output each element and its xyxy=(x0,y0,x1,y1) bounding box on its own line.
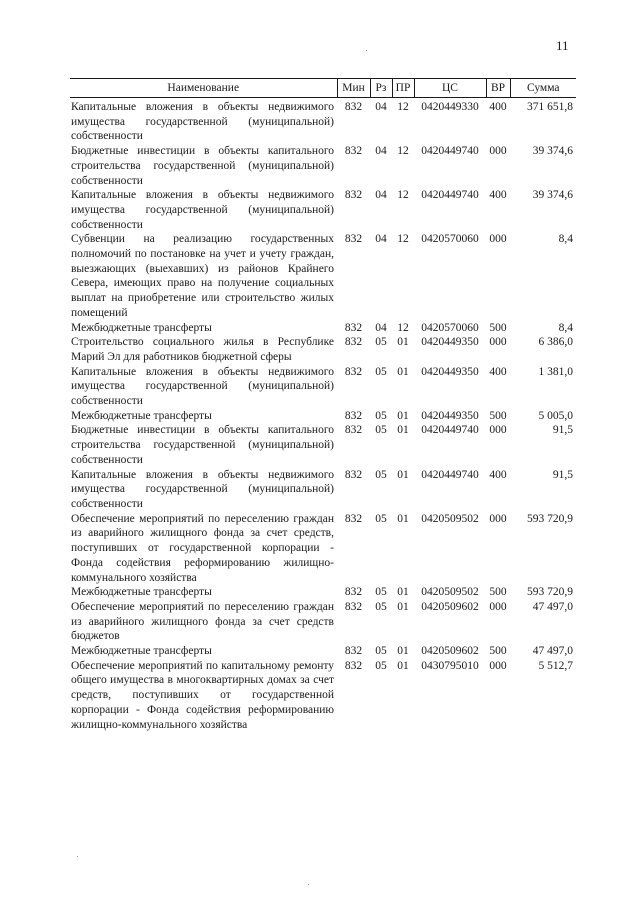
row-rz: 05 xyxy=(375,659,387,672)
row-name: Бюджетные инвестиции в объекты капитального строительства государственной (муниципальной) собственности xyxy=(71,145,334,187)
row-sum: 47 497,0 xyxy=(532,600,573,613)
row-sum: 593 720,9 xyxy=(527,586,573,599)
row-cs: 0420449740 xyxy=(421,189,479,202)
table-row xyxy=(70,144,576,188)
row-cs: 0420449740 xyxy=(421,468,479,481)
row-name: Капитальные вложения в объекты недвижимого имущества государственной (муниципальной) собственности xyxy=(71,101,334,143)
row-rz: 05 xyxy=(375,424,387,437)
row-sum: 91,5 xyxy=(552,424,573,437)
row-min: 832 xyxy=(344,424,363,437)
row-rz: 05 xyxy=(375,365,387,378)
row-name: Межбюджетные трансферты xyxy=(71,321,212,334)
row-rz: 04 xyxy=(375,145,387,158)
table-row xyxy=(70,188,576,232)
header-pr: ПР xyxy=(392,79,414,98)
row-pr: 12 xyxy=(397,145,409,158)
row-min: 832 xyxy=(344,468,363,481)
row-pr: 12 xyxy=(397,233,409,246)
row-rz: 05 xyxy=(375,586,387,599)
row-min: 832 xyxy=(344,512,363,525)
header-min: Мин xyxy=(337,79,370,98)
table-row xyxy=(70,335,576,364)
row-sum: 5 512,7 xyxy=(538,659,573,672)
table-row xyxy=(70,468,576,512)
row-rz: 05 xyxy=(375,336,387,349)
row-sum: 593 720,9 xyxy=(527,512,573,525)
table-row xyxy=(70,600,576,644)
table-row xyxy=(70,409,576,424)
scan-speck xyxy=(308,884,309,885)
scan-speck xyxy=(366,50,367,51)
row-pr: 01 xyxy=(397,600,409,613)
row-sum: 8,4 xyxy=(558,321,573,334)
row-pr: 12 xyxy=(397,101,409,113)
row-cs: 0420449740 xyxy=(421,145,479,158)
row-min: 832 xyxy=(344,233,363,246)
row-rz: 04 xyxy=(375,189,387,202)
row-name: Обеспечение мероприятий по переселению граждан из аварийного жилищного фонда за счет средств, поступивших от государственной корпорации - Фонда содействия реформированию жилищно-коммунального хозяйства xyxy=(71,512,334,584)
row-cs: 0420509502 xyxy=(421,512,479,525)
row-min: 832 xyxy=(344,600,363,613)
scan-speck xyxy=(77,856,78,857)
table-header-row xyxy=(70,79,576,98)
row-cs: 0420509602 xyxy=(421,600,479,613)
row-pr: 01 xyxy=(397,336,409,349)
row-cs: 0420449350 xyxy=(421,336,479,349)
row-rz: 04 xyxy=(375,101,387,113)
row-rz: 05 xyxy=(375,468,387,481)
row-min: 832 xyxy=(344,336,363,349)
row-cs: 0420449740 xyxy=(421,424,479,437)
page-number: 11 xyxy=(556,38,569,53)
row-vr: 000 xyxy=(489,145,507,158)
header-sum: Сумма xyxy=(510,79,576,98)
table-row xyxy=(70,585,576,600)
row-vr: 400 xyxy=(489,365,507,378)
row-vr: 000 xyxy=(489,424,507,437)
row-vr: 400 xyxy=(489,189,507,202)
row-sum: 6 386,0 xyxy=(538,336,573,349)
row-pr: 01 xyxy=(397,468,409,481)
row-rz: 05 xyxy=(375,512,387,525)
row-name: Межбюджетные трансферты xyxy=(71,586,212,599)
row-sum: 39 374,6 xyxy=(532,145,573,158)
row-min: 832 xyxy=(344,145,363,158)
row-vr: 000 xyxy=(489,600,507,613)
row-pr: 01 xyxy=(397,409,409,422)
row-name: Субвенции на реализацию государственных полномочий по постановке на учет и учету граждан, выезжающих (выехавших) из районов Крайнего Севера, имеющих право на получение социальных выплат на приобретение или строительство жилых помещений xyxy=(71,233,334,319)
row-pr: 01 xyxy=(397,424,409,437)
row-name: Капитальные вложения в объекты недвижимого имущества государственной (муниципальной) собственности xyxy=(71,468,334,510)
row-sum: 91,5 xyxy=(552,468,573,481)
row-pr: 01 xyxy=(397,586,409,599)
table-row xyxy=(70,321,576,336)
row-sum: 39 374,6 xyxy=(532,189,573,202)
row-min: 832 xyxy=(344,189,363,202)
row-cs: 0420449350 xyxy=(421,365,479,378)
header-vr: ВР xyxy=(486,79,510,98)
row-cs: 0420509602 xyxy=(421,645,479,658)
row-rz: 05 xyxy=(375,409,387,422)
row-vr: 400 xyxy=(489,101,507,113)
row-pr: 01 xyxy=(397,512,409,525)
table-row xyxy=(70,644,576,659)
row-min: 832 xyxy=(344,409,363,422)
row-pr: 12 xyxy=(397,189,409,202)
table-row xyxy=(70,423,576,467)
row-name: Капитальные вложения в объекты недвижимого имущества государственной (муниципальной) собственности xyxy=(71,365,334,408)
row-name: Межбюджетные трансферты xyxy=(71,645,212,658)
row-name: Бюджетные инвестиции в объекты капитального строительства государственной (муниципальной) собственности xyxy=(71,424,334,466)
row-sum: 8,4 xyxy=(558,233,573,246)
row-rz: 05 xyxy=(375,600,387,613)
row-min: 832 xyxy=(344,101,363,113)
row-vr: 000 xyxy=(489,336,507,349)
row-name: Строительство социального жилья в Республике Марий Эл для работников бюджетной сферы xyxy=(71,336,334,363)
row-vr: 500 xyxy=(489,321,507,334)
row-rz: 04 xyxy=(375,321,387,334)
row-pr: 01 xyxy=(397,645,409,658)
row-vr: 000 xyxy=(489,659,507,672)
row-vr: 500 xyxy=(489,586,507,599)
row-min: 832 xyxy=(344,645,363,658)
row-min: 832 xyxy=(344,365,363,378)
row-rz: 04 xyxy=(375,233,387,246)
row-sum: 5 005,0 xyxy=(538,409,573,422)
table-row xyxy=(70,659,576,733)
row-pr: 12 xyxy=(397,321,409,334)
table-row xyxy=(70,512,576,586)
row-min: 832 xyxy=(344,586,363,599)
row-cs: 0420449350 xyxy=(421,409,479,422)
row-pr: 01 xyxy=(397,365,409,378)
row-cs: 0430795010 xyxy=(421,659,479,672)
table-row xyxy=(70,365,576,409)
table-row xyxy=(70,98,576,145)
row-vr: 400 xyxy=(489,468,507,481)
row-cs: 0420570060 xyxy=(421,233,479,246)
row-vr: 000 xyxy=(489,233,507,246)
header-cs: ЦС xyxy=(414,79,486,98)
row-vr: 500 xyxy=(489,645,507,658)
row-rz: 05 xyxy=(375,645,387,658)
header-rz: Рз xyxy=(370,79,392,98)
row-name: Капитальные вложения в объекты недвижимого имущества государственной (муниципальной) собственности xyxy=(71,189,334,231)
row-vr: 000 xyxy=(489,512,507,525)
row-cs: 0420570060 xyxy=(421,321,479,334)
row-pr: 01 xyxy=(397,659,409,672)
row-sum: 47 497,0 xyxy=(532,645,573,658)
row-min: 832 xyxy=(344,321,363,334)
row-cs: 0420449330 xyxy=(421,101,479,113)
row-cs: 0420509502 xyxy=(421,586,479,599)
row-vr: 500 xyxy=(489,409,507,422)
row-sum: 1 381,0 xyxy=(538,365,573,378)
row-name: Обеспечение мероприятий по капитальному ремонту общего имущества в многоквартирных домах за счет средств, поступивших от государственной корпорации - Фонда содействия реформированию жилищно-коммунального хозяйства xyxy=(71,659,334,731)
table-row xyxy=(70,232,576,320)
budget-table xyxy=(70,78,576,732)
row-name: Межбюджетные трансферты xyxy=(71,409,212,422)
header-name: Наименование xyxy=(70,79,337,98)
row-sum: 371 651,8 xyxy=(527,101,573,113)
row-name: Обеспечение мероприятий по переселению граждан из аварийного жилищного фонда за счет средств бюджетов xyxy=(71,600,334,643)
row-min: 832 xyxy=(344,659,363,672)
